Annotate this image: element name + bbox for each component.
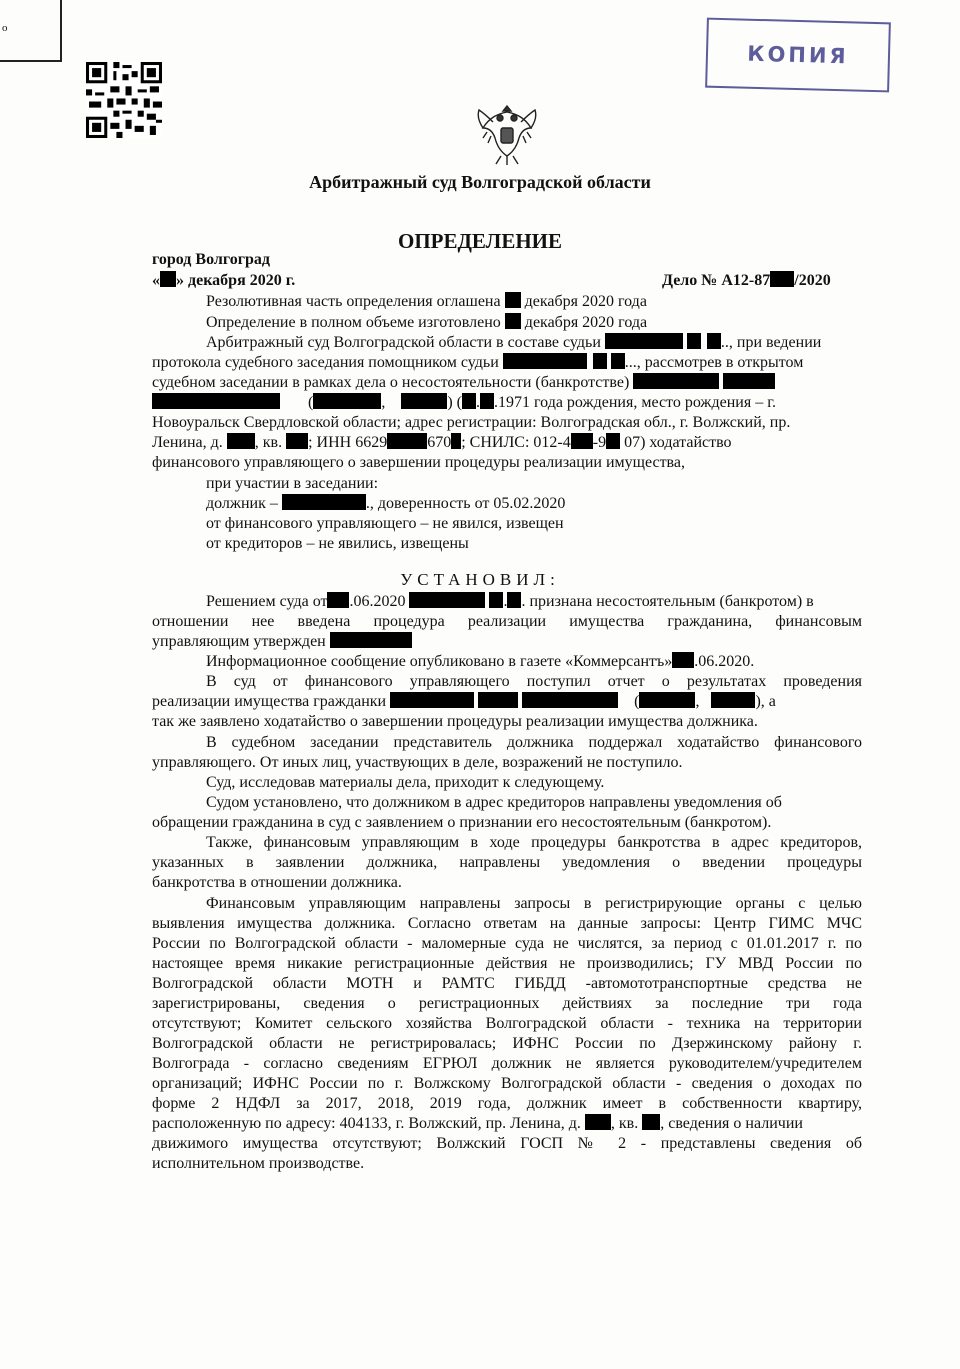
text: реализации имущества гражданки: [152, 693, 387, 710]
text: ) (: [447, 394, 462, 411]
redaction: [505, 313, 521, 329]
redaction: [711, 692, 755, 708]
redaction: [672, 652, 694, 668]
paragraph-line: Судом установлено, что должником в адрес кредиторов направлены уведомления об: [206, 794, 782, 811]
text: протокола судебного заседания помощником судьи: [152, 354, 499, 371]
participants-line: от кредиторов – не явились, извещены: [206, 535, 469, 552]
redaction: [505, 292, 521, 308]
text: Определение в полном объеме изготовлено: [206, 314, 501, 331]
text: Арбитражный суд Волгоградской области в составе судьи: [206, 334, 601, 351]
date-text: » декабря 2020 г.: [176, 272, 296, 289]
city: город Волгоград: [152, 251, 270, 268]
text: ,: [381, 394, 386, 411]
text: управляющим утвержден: [152, 633, 326, 650]
paragraph-line: [152, 692, 862, 712]
text: Информационное сообщение опубликовано в газете «Коммерсантъ»: [206, 653, 673, 670]
case-prefix: Дело № А12-87: [662, 272, 771, 289]
text: ., доверенность от 05.02.2020: [365, 495, 566, 512]
paragraph-line: обращении гражданина в суд с заявлением о признании его несостоятельным (банкротом).: [152, 814, 772, 831]
document-date: « » декабря 2020 г.: [152, 272, 296, 289]
paragraph-line: исполнительном производстве.: [152, 1155, 365, 1172]
text: ..., рассмотрев в открытом: [624, 354, 804, 371]
text: Резолютивная часть определения оглашена: [206, 293, 501, 310]
text: .., при ведении: [720, 334, 822, 351]
qr-code-icon: [86, 62, 162, 138]
paragraph-line: России по Волгоградской области - маломерные суда не числятся, за период с 01.01.2017 г. по: [152, 935, 862, 952]
paragraph-line: [206, 652, 862, 672]
redaction: [639, 692, 695, 708]
redaction: [330, 632, 412, 648]
redaction: [585, 1114, 611, 1130]
paragraph-line: управляющего. От иных лиц, участвующих в деле, возражений не поступило.: [152, 754, 683, 771]
paragraph-line: ( , ) ( . .1971 года рождения, место рождения – г.: [152, 393, 862, 413]
text: расположенную по адресу: 404133, г. Волжский, пр. Ленина, д.: [152, 1115, 581, 1132]
redaction: [313, 393, 381, 409]
text: 670: [427, 434, 452, 451]
text: декабря 2020 года: [524, 314, 648, 331]
redaction: [642, 1114, 660, 1130]
redaction: [409, 592, 485, 608]
redaction: [687, 333, 701, 349]
paragraph-line: [152, 353, 862, 373]
paragraph-line: Решением суда от .06.2020 . . признана несостоятельным (банкротом) в: [206, 593, 814, 610]
participants-line: при участии в заседании:: [206, 475, 379, 492]
participants-line: [206, 494, 862, 514]
redaction: [507, 592, 521, 608]
corner-mark: o: [2, 22, 8, 34]
redaction: [462, 393, 476, 409]
paragraph-line: Финансовым управляющим направлены запросы в регистрирующие органы с целью: [206, 895, 862, 912]
paragraph-line: указанных в заявлении должника, направлены уведомления о введении процедуры: [152, 854, 862, 871]
redaction: [571, 433, 593, 449]
text: , сведения о наличии: [660, 1115, 803, 1132]
paragraph-line: настоящее время никакие регистрационные действия не производились; ГУ МВД России по: [152, 955, 862, 972]
text: Решением суда от: [206, 593, 328, 610]
redaction: [593, 353, 607, 369]
redaction: [160, 271, 176, 287]
redaction: [723, 373, 775, 389]
redaction: [390, 692, 474, 708]
paragraph-line: В судебном заседании представитель должника поддержал ходатайство финансового: [206, 734, 862, 751]
paragraph-line: Волгоградской области не регистрировалась; ИФНС России по Дзержинскому району г.: [152, 1035, 862, 1052]
redaction: [327, 592, 349, 608]
participants-line: от финансового управляющего – не явился, извещен: [206, 515, 564, 532]
redaction: [286, 433, 308, 449]
paragraph-line: [152, 433, 862, 453]
text: (: [634, 693, 640, 710]
copy-stamp: КОПИЯ: [705, 18, 891, 93]
paragraph-line: финансового управляющего о завершении процедуры реализации имущества,: [152, 454, 685, 471]
redaction: [707, 333, 721, 349]
intro-line: [206, 292, 862, 312]
redaction: [522, 692, 618, 708]
text: . признана несостоятельным (банкротом) в: [521, 593, 814, 610]
redaction: [605, 333, 683, 349]
section-heading: УСТАНОВИЛ:: [400, 570, 560, 589]
text: , кв.: [610, 1115, 639, 1132]
paragraph-line: [152, 373, 862, 393]
text: 07) ходатайство: [624, 434, 732, 451]
redaction: [387, 433, 427, 449]
redaction: [282, 494, 366, 510]
text: -9: [592, 434, 607, 451]
paragraph-line: организаций; ИФНС России по г. Волжскому Волгоградской области - сведения о доходах по: [152, 1075, 862, 1092]
paragraph-line: В суд от финансового управляющего поступил отчет о результатах проведения: [206, 673, 862, 690]
paragraph-line: Волгоградской области МОТН и РАМТС ГИБДД -автомототранспортные средства не: [152, 975, 862, 992]
redaction: [489, 592, 503, 608]
intro-line: [206, 313, 862, 333]
text: Ленина, д.: [152, 434, 223, 451]
redaction: [503, 353, 587, 369]
paragraph-line: выявления имущества должника. Согласно ответам на данные запросы: Центр ГИМС МЧС: [152, 915, 862, 932]
margin-line: [60, 0, 62, 62]
paragraph-line: Также, финансовым управляющим в ходе процедуры банкротства в адрес кредиторов,: [206, 834, 862, 851]
paragraph-line: форме 2 НДФЛ за 2017, 2018, 2019 года, должник имеет в собственности квартиру,: [152, 1095, 862, 1112]
paragraph-line: зарегистрированы, сведения о регистрационных действиях за последние три года: [152, 995, 862, 1012]
text: , кв.: [254, 434, 283, 451]
text: ,: [695, 693, 700, 710]
text: ), а: [755, 693, 776, 710]
case-suffix: /2020: [794, 272, 831, 289]
paragraph-line: Новоуральск Свердловской области; адрес регистрации: Волгоградская обл., г. Волжский, пр.: [152, 414, 791, 431]
text: декабря 2020 года: [524, 293, 647, 310]
court-name: Арбитражный суд Волгоградской области: [309, 172, 651, 192]
redaction: [451, 433, 461, 449]
coat-of-arms-emblem-icon: [471, 98, 543, 170]
case-number: [662, 271, 831, 290]
text: ; ИНН 6629: [308, 434, 388, 451]
redaction: [152, 393, 280, 409]
text: .06.2020.: [694, 653, 755, 670]
paragraph-line: банкротства в отношении должника.: [152, 874, 402, 891]
redaction: [401, 393, 447, 409]
text: ; СНИЛС: 012-4: [461, 434, 571, 451]
margin-tick: [0, 60, 62, 62]
paragraph-line: отношении нее введена процедура реализации имущества гражданина, финансовым: [152, 613, 862, 630]
paragraph-line: так же заявлено ходатайство о завершении процедуры реализации имущества должника.: [152, 713, 758, 730]
redaction: [606, 433, 620, 449]
redaction: [633, 373, 719, 389]
redaction: [770, 271, 794, 287]
paragraph-line: [152, 1114, 862, 1134]
document-title: ОПРЕДЕЛЕНИЕ: [397, 229, 562, 253]
redaction: [227, 433, 255, 449]
paragraph-line: Волгограда - согласно сведениям ЕГРЮЛ должник не является руководителем/учредителем: [152, 1055, 862, 1072]
text: судебном заседании в рамках дела о несостоятельности (банкротстве): [152, 374, 630, 391]
text: должник –: [206, 495, 278, 512]
paragraph-line: Суд, исследовав материалы дела, приходит к следующему.: [206, 774, 605, 791]
paragraph-line: [206, 333, 862, 353]
paragraph-line: движимого имущества отсутствуют; Волжский ГОСП № 2 - представлены сведения об: [152, 1135, 862, 1152]
paragraph-line: [152, 632, 862, 652]
redaction: [480, 393, 494, 409]
text: .1971 года рождения, место рождения – г.: [493, 394, 776, 411]
paragraph-line: отсутствуют; Комитет сельского хозяйства Волгоградской области - техника на территории: [152, 1015, 862, 1032]
text: (: [308, 394, 314, 411]
redaction: [478, 692, 518, 708]
text: .06.2020: [349, 593, 406, 610]
redaction: [611, 353, 625, 369]
